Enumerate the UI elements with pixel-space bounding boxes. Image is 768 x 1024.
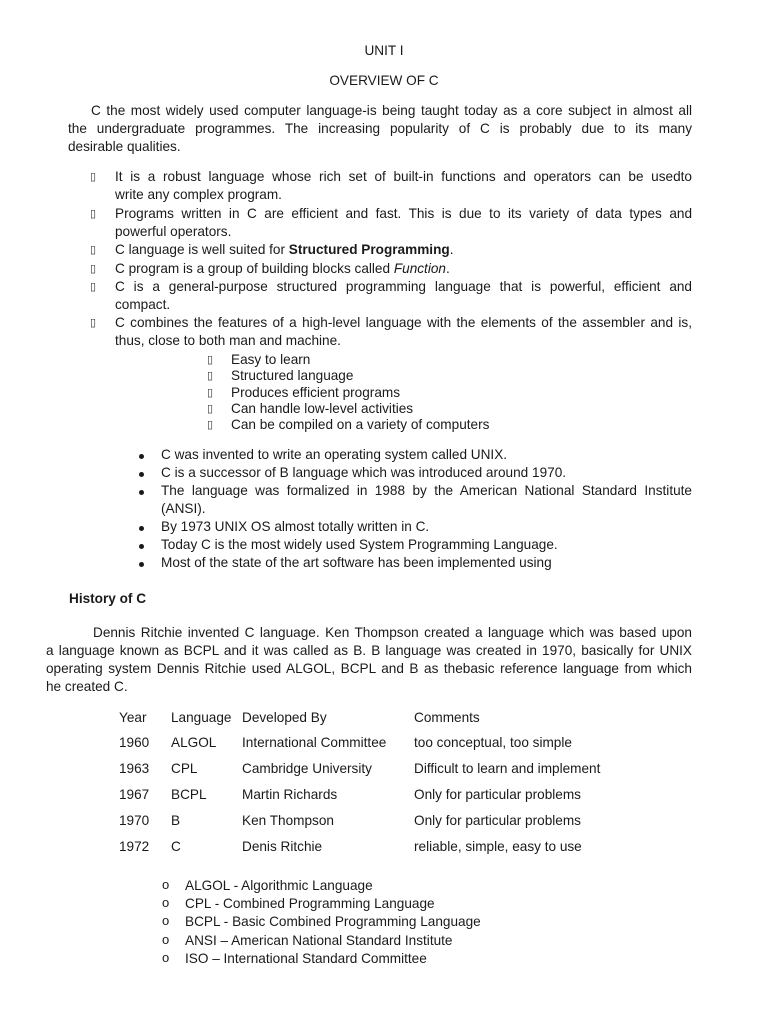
abbreviation-item-4: ANSI – American National Standard Institute (185, 933, 453, 948)
quality-item-5: C is a general-purpose structured programming language that is powerful, efficient and compact. (115, 279, 692, 312)
table-cell-developer: Cambridge University (242, 761, 372, 776)
feature-item-1: Easy to learn (231, 352, 311, 367)
missing-glyph-bullet-icon: ▯ (207, 387, 214, 399)
table-cell-year: 1963 (119, 761, 150, 776)
missing-glyph-bullet-icon: ▯ (207, 419, 214, 431)
abbreviation-item-3: BCPL - Basic Combined Programming Language (185, 914, 481, 929)
table-cell-language: C (171, 839, 181, 854)
fact-item-1: C was invented to write an operating system called UNIX. (161, 447, 508, 462)
table-cell-developer: Martin Richards (242, 787, 338, 802)
missing-glyph-bullet-icon: ▯ (90, 244, 97, 256)
intro-paragraph (68, 102, 692, 156)
table-cell-language: BCPL (171, 787, 207, 802)
fact-item-3: The language was formalized in 1988 by the American National Standard Institute (ANSI). (161, 483, 692, 516)
bullet-dot-icon (139, 544, 144, 549)
intro-line-3: desirable qualities. (68, 139, 181, 154)
abbreviation-item-2: CPL - Combined Programming Language (185, 896, 435, 911)
missing-glyph-bullet-icon: ▯ (90, 317, 97, 329)
fact-item-2: C is a successor of B language which was introduced around 1970. (161, 465, 567, 480)
table-cell-comment: Only for particular problems (414, 813, 581, 828)
missing-glyph-bullet-icon: ▯ (90, 281, 97, 293)
bullet-dot-icon (139, 562, 144, 567)
unit-heading: UNIT I (364, 43, 404, 58)
history-line-1: Dennis Ritchie invented C language. Ken Thompson created a language which was based upon (93, 625, 692, 640)
intro-line-1: C the most widely used computer language-is being taught today as a core subject in almost all (91, 103, 692, 118)
history-heading: History of C (69, 591, 147, 606)
circle-bullet-icon: o (162, 877, 170, 892)
circle-bullet-icon: o (162, 913, 170, 928)
fact-item-5: Today C is the most widely used System Programming Language. (161, 537, 558, 552)
circle-bullet-icon: o (162, 932, 170, 947)
history-line-2: a language known as BCPL and it was called as B. B language was created in 1970, basically for UNIX (46, 643, 692, 658)
missing-glyph-bullet-icon: ▯ (207, 370, 214, 382)
abbreviation-item-1: ALGOL - Algorithmic Language (185, 878, 373, 893)
table-cell-year: 1967 (119, 787, 150, 802)
feature-item-3: Produces efficient programs (231, 385, 400, 400)
history-line-4: he created C. (46, 679, 128, 694)
page-title: OVERVIEW OF C (329, 73, 439, 88)
table-cell-language: CPL (171, 761, 198, 776)
table-header-comments: Comments (414, 710, 480, 725)
bullet-dot-icon (139, 526, 144, 531)
feature-item-4: Can handle low-level activities (231, 401, 414, 416)
table-cell-developer: Denis Ritchie (242, 839, 323, 854)
missing-glyph-bullet-icon: ▯ (207, 354, 214, 366)
table-cell-language: ALGOL (171, 735, 217, 750)
structured-programming-term: Structured Programming (288, 242, 450, 257)
missing-glyph-bullet-icon: ▯ (90, 171, 97, 183)
table-cell-developer: International Committee (242, 735, 387, 750)
circle-bullet-icon: o (162, 950, 170, 965)
quality-item-3: C language is well suited for Structured Programming. (115, 242, 454, 257)
table-cell-developer: Ken Thompson (242, 813, 334, 828)
feature-item-2: Structured language (231, 368, 354, 383)
quality-item-2: Programs written in C are efficient and fast. This is due to its variety of data types and powerful operators. (115, 206, 692, 239)
circle-bullet-icon: o (162, 895, 170, 910)
table-cell-comment: Difficult to learn and implement (414, 761, 601, 776)
bullet-dot-icon (139, 472, 144, 477)
table-header-language: Language (171, 710, 232, 725)
missing-glyph-bullet-icon: ▯ (90, 263, 97, 275)
history-paragraph (46, 624, 692, 696)
abbreviation-item-5: ISO – International Standard Committee (185, 951, 427, 966)
quality-item-6: C combines the features of a high-level language with the elements of the assembler and is, thus, close to both man and machine. (115, 315, 692, 348)
missing-glyph-bullet-icon: ▯ (90, 208, 97, 220)
missing-glyph-bullet-icon: ▯ (207, 403, 214, 415)
history-line-3: operating system Dennis Ritchie used ALGOL, BCPL and B as thebasic reference language from which (46, 661, 692, 676)
bullet-dot-icon (139, 454, 144, 459)
table-cell-year: 1960 (119, 735, 150, 750)
table-cell-year: 1972 (119, 839, 150, 854)
quality-item-4: C program is a group of building blocks called Function. (115, 261, 450, 276)
table-cell-comment: reliable, simple, easy to use (414, 839, 582, 854)
bullet-dot-icon (139, 490, 144, 495)
table-cell-year: 1970 (119, 813, 150, 828)
table-cell-language: B (171, 813, 181, 828)
table-header-year: Year (119, 710, 147, 725)
table-cell-comment: Only for particular problems (414, 787, 581, 802)
table-header-developed-by: Developed By (242, 710, 327, 725)
feature-item-5: Can be compiled on a variety of computers (231, 417, 490, 432)
quality-item-1: It is a robust language whose rich set of built-in functions and operators can be usedto write any complex program. (115, 169, 692, 202)
function-term: Function (393, 261, 446, 276)
table-cell-comment: too conceptual, too simple (414, 735, 572, 750)
fact-item-6: Most of the state of the art software has been implemented using (161, 555, 552, 570)
fact-item-4: By 1973 UNIX OS almost totally written in C. (161, 519, 430, 534)
intro-line-2: the undergraduate programmes. The increasing popularity of C is probably due to its many (68, 121, 692, 136)
